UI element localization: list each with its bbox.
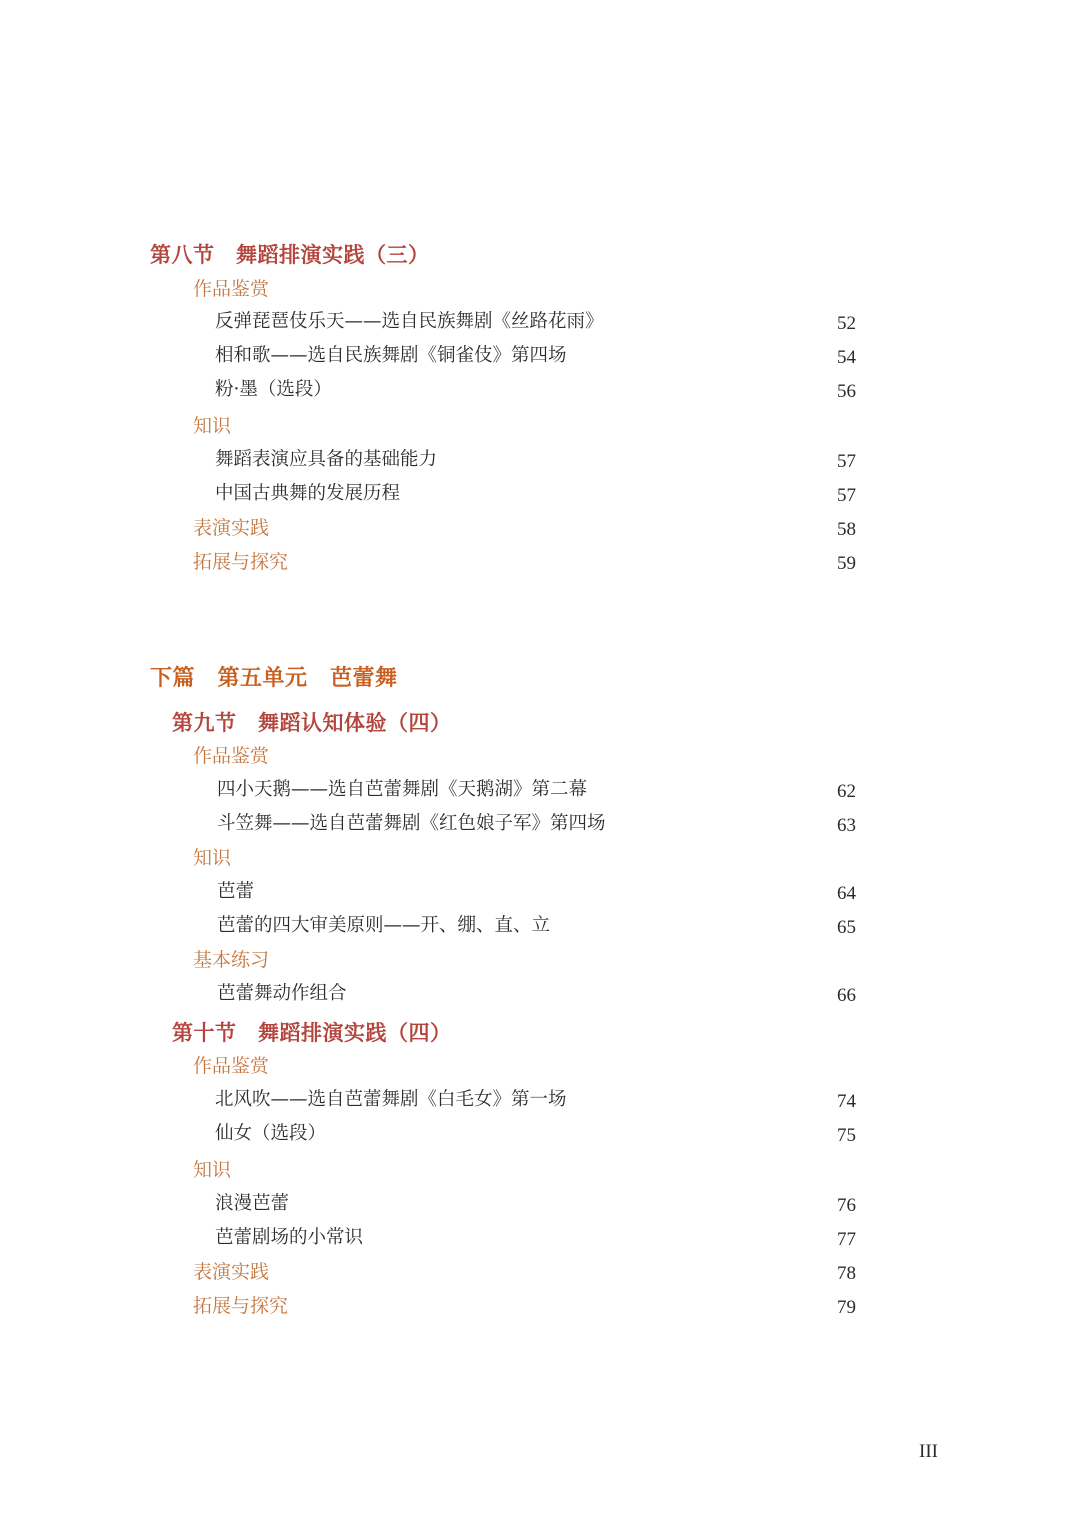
s10-work-2-page: 75 xyxy=(837,1125,856,1146)
s9-knowledge-1-title: 芭蕾 xyxy=(217,881,255,902)
s10-knowledge-2-page: 77 xyxy=(837,1229,856,1250)
s9-knowledge-2-title: 芭蕾的四大审美原则——开、绷、直、立 xyxy=(217,915,551,936)
s9-work-2-title: 斗笠舞——选自芭蕾舞剧《红色娘子军》第四场 xyxy=(217,813,606,834)
s8-work-1-title: 反弹琵琶伎乐天——选自民族舞剧《丝路花雨》 xyxy=(215,311,604,332)
s9-category-works: 作品鉴赏 xyxy=(193,745,270,767)
s8-explore-title: 拓展与探究 xyxy=(193,551,289,573)
s8-knowledge-1-title: 舞蹈表演应具备的基础能力 xyxy=(215,449,438,470)
s9-knowledge-2-page: 65 xyxy=(837,917,856,938)
section-9-title: 第九节 舞蹈认知体验（四） xyxy=(172,711,452,735)
s9-basic-1-page: 66 xyxy=(837,985,856,1006)
s8-work-1-page: 52 xyxy=(837,313,856,334)
unit-5-title: 下篇 第五单元 芭蕾舞 xyxy=(150,666,398,691)
s8-category-works: 作品鉴赏 xyxy=(193,278,270,300)
s8-work-2-title: 相和歌——选自民族舞剧《铜雀伎》第四场 xyxy=(215,345,567,366)
section-10-title: 第十节 舞蹈排演实践（四） xyxy=(172,1021,452,1045)
s8-category-knowledge: 知识 xyxy=(193,415,232,437)
s10-work-2-title: 仙女（选段） xyxy=(215,1123,327,1144)
s9-basic-1-title: 芭蕾舞动作组合 xyxy=(217,983,347,1004)
s10-work-1-title: 北风吹——选自芭蕾舞剧《白毛女》第一场 xyxy=(215,1089,567,1110)
s10-knowledge-1-title: 浪漫芭蕾 xyxy=(215,1193,290,1214)
page-folio: III xyxy=(919,1441,938,1462)
s8-practice-title: 表演实践 xyxy=(193,517,270,539)
s9-work-1-page: 62 xyxy=(837,781,856,802)
s8-practice-page: 58 xyxy=(837,519,856,540)
s10-category-works: 作品鉴赏 xyxy=(193,1055,270,1077)
s8-knowledge-2-title: 中国古典舞的发展历程 xyxy=(215,483,401,504)
s8-work-3-title: 粉·墨（选段） xyxy=(215,379,332,400)
s8-work-2-page: 54 xyxy=(837,347,856,368)
section-8-title: 第八节 舞蹈排演实践（三） xyxy=(150,243,430,267)
s9-work-2-page: 63 xyxy=(837,815,856,836)
s10-knowledge-2-title: 芭蕾剧场的小常识 xyxy=(215,1227,364,1248)
s9-category-basic: 基本练习 xyxy=(193,949,270,971)
s9-work-1-title: 四小天鹅——选自芭蕾舞剧《天鹅湖》第二幕 xyxy=(217,779,588,800)
s8-knowledge-1-page: 57 xyxy=(837,451,856,472)
s9-category-knowledge: 知识 xyxy=(193,847,232,869)
s8-knowledge-2-page: 57 xyxy=(837,485,856,506)
s10-explore-title: 拓展与探究 xyxy=(193,1295,289,1317)
s10-practice-page: 78 xyxy=(837,1263,856,1284)
s10-work-1-page: 74 xyxy=(837,1091,856,1112)
s10-knowledge-1-page: 76 xyxy=(837,1195,856,1216)
s8-work-3-page: 56 xyxy=(837,381,856,402)
s10-practice-title: 表演实践 xyxy=(193,1261,270,1283)
s9-knowledge-1-page: 64 xyxy=(837,883,856,904)
s10-explore-page: 79 xyxy=(837,1297,856,1318)
s8-explore-page: 59 xyxy=(837,553,856,574)
s10-category-knowledge: 知识 xyxy=(193,1159,232,1181)
